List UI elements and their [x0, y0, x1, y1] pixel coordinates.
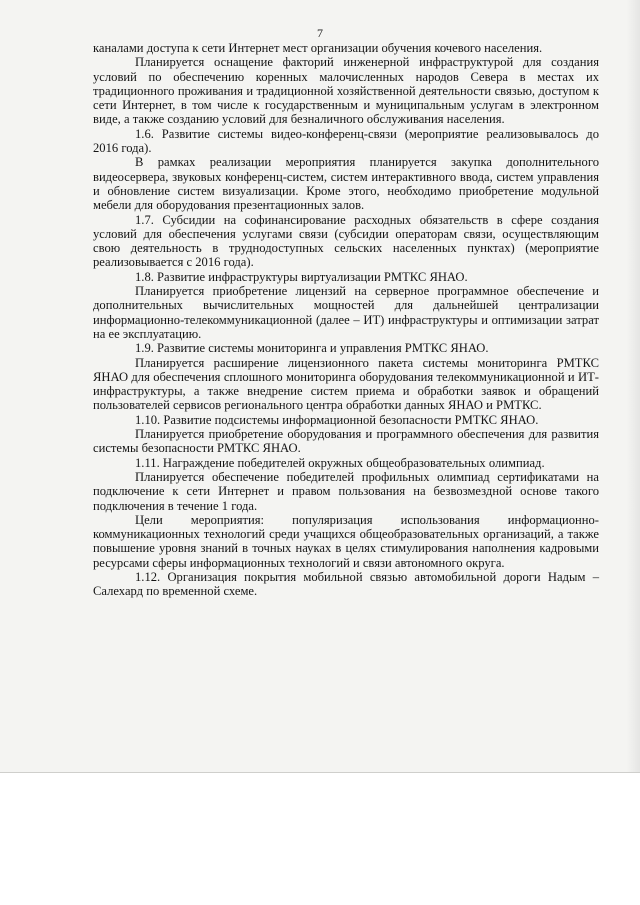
- heading-1-9: 1.9. Развитие системы мониторинга и управления РМТКС ЯНАО.: [135, 341, 489, 356]
- heading-1-11: 1.11. Награждение победителей окружных общеобразовательных олимпиад.: [135, 455, 545, 470]
- document-body: [93, 41, 599, 599]
- paragraph-1-6-details: В рамках реализации мероприятия планируется закупка дополнительного видеосервера, звуковых конференц-систем, систем интерактивного ввода, систем управления и обновление систем визуализации. Кроме этого, необходимо приобретение модульной мебели для оборудования презентационных залов.: [93, 155, 599, 213]
- paragraph-factories: Планируется оснащение факторий инженерной инфраструктурой для создания условий по обеспечению коренных малочисленных народов Севера в местах их традиционного проживания и традиционной хозяйственной деятельности связью, доступом к сети Интернет, в том числе к государственным и муниципальным услугам в электронном виде, а также созданию условий для безналичного обслуживания населения.: [93, 55, 599, 127]
- heading-1-6: 1.6. Развитие системы видео-конференц-связи (мероприятие реализовывалось до 2016 года).: [93, 126, 599, 156]
- heading-1-12: 1.12. Организация покрытия мобильной связью автомобильной дороги Надым – Салехард по временной схеме.: [93, 569, 599, 599]
- paragraph-1-11-goals: Цели мероприятия: популяризация использования информационно-коммуникационных технологий среди учащихся общеобразовательных организаций, а также повышение уровня знаний в точных науках в целях стимулирования наполнения кадровыми ресурсами сферы информационных технологий и связи автономного округа.: [93, 512, 599, 570]
- heading-1-8: 1.8. Развитие инфраструктуры виртуализации РМТКС ЯНАО.: [135, 269, 468, 284]
- paragraph-continuation: каналами доступа к сети Интернет мест организации обучения кочевого населения.: [93, 41, 543, 55]
- paragraph-1-10-details: Планируется приобретение оборудования и программного обеспечения для развития системы безопасности РМТКС ЯНАО.: [93, 427, 599, 456]
- paragraph-1-8-details: Планируется приобретение лицензий на серверное программное обеспечение и дополнительных вычислительных мощностей для дальнейшей централизации информационно-телекоммуникационной (далее – ИТ) инфраструктуры и оптимизации затрат на ее эксплуатацию.: [93, 284, 599, 341]
- page-number: 7: [317, 26, 323, 40]
- heading-1-7: 1.7. Субсидии на софинансирование расходных обязательств в сфере создания условий для обеспечения услугами связи (субсидии операторам связи, осуществляющим свою деятельность в труднодоступных сельских населенных пунктах) (мероприятие реализовывается с 2016 года).: [93, 212, 599, 270]
- paragraph-1-11-details: Планируется обеспечение победителей профильных олимпиад сертификатами на подключение к сети Интернет и правом пользования на безвозмездной основе такого подключения в течение 1 года.: [93, 469, 599, 513]
- paragraph-1-9-details: Планируется расширение лицензионного пакета системы мониторинга РМТКС ЯНАО для обеспечения сплошного мониторинга оборудования телекоммуникационной и ИТ-инфраструктуры, а также внедрение систем приема и обработки заявок и обращений пользователей сервисов регионального центра обработки данных ЯНАО и РМТКС.: [93, 355, 599, 413]
- heading-1-10: 1.10. Развитие подсистемы информационной безопасности РМТКС ЯНАО.: [135, 412, 539, 427]
